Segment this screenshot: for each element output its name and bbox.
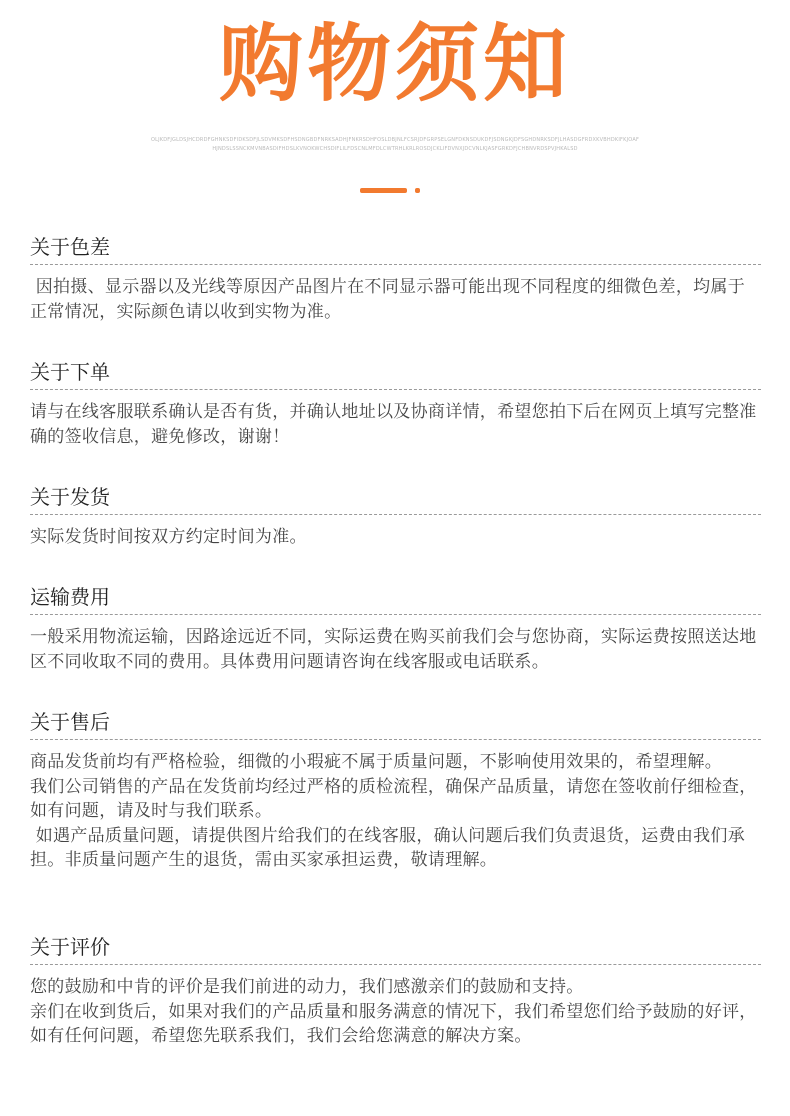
section-heading: 关于售后 [30, 710, 110, 734]
section-body [30, 525, 761, 550]
section-2 [30, 355, 761, 449]
section-5 [30, 705, 761, 873]
section-paragraph: 您的鼓励和中肯的评价是我们前进的动力，我们感激亲们的鼓励和支持。 [30, 977, 584, 997]
section-paragraph: 一般采用物流运输，因路途远近不同，实际运费在购买前我们会与您协商，实际运费按照送达地区不同收取不同的费用。具体费用问题请咨询在线客服或电话联系。 [30, 627, 757, 672]
decorative-letter-noise: OLJKDFJGLDSJHCDRDFGHNKSDFIDKSDFJLSDVMKSDFHSDNGBDFNRKSADHJFNKRSDHFOSLDBJNLFCSRJDFGRPSELGNFDKNSDUKDFJSDNGKJDFSGHDNRKSDFJLHASDGFRDXKVBHDKIFKJOAFHJNDSLSSNCKMVNBASDIFHDSLKVNOKWCHSDIFLILFDSCNLMFDLCWTRHLKRLROSDJCKLIFDVNXJDCVNLKJASFGRKDFJCHBNVRDSPVJHKALSD [150, 137, 640, 152]
dashed-divider [30, 739, 761, 740]
section-paragraph: 商品发货前均有严格检验，细微的小瑕疵不属于质量问题，不影响使用效果的，希望理解。 [30, 752, 722, 772]
section-body [30, 625, 761, 674]
page-title: 购物须知 [218, 15, 571, 113]
section-heading: 关于色差 [30, 235, 110, 259]
section-heading: 关于下单 [30, 360, 110, 384]
dashed-divider [30, 389, 761, 390]
section-6 [30, 930, 761, 1049]
section-paragraph: 如遇产品质量问题，请提供图片给我们的在线客服，确认问题后我们负责退货，运费由我们承担。非质量问题产生的退货，需由买家承担运费，敬请理解。 [30, 825, 746, 870]
section-paragraph: 我们公司销售的产品在发货前均经过严格的质检流程，确保产品质量，请您在签收前仔细检查，如有问题，请及时与我们联系。 [30, 776, 757, 821]
section-body [30, 400, 761, 449]
title-underline-bar [360, 188, 407, 193]
section-paragraph: 亲们在收到货后，如果对我们的产品质量和服务满意的情况下，我们希望您们给予鼓励的好评，如有任何问题，希望您先联系我们，我们会给您满意的解决方案。 [30, 1001, 757, 1046]
section-body [30, 275, 761, 324]
dashed-divider [30, 264, 761, 265]
section-1 [30, 230, 761, 324]
section-paragraph: 因拍摄、显示器以及光线等原因产品图片在不同显示器可能出现不同程度的细微色差，均属于正常情况，实际颜色请以收到实物为准。 [30, 277, 746, 322]
dashed-divider [30, 964, 761, 965]
section-heading: 关于评价 [30, 935, 110, 959]
title-underline-dot [415, 188, 420, 193]
section-paragraph: 请与在线客服联系确认是否有货，并确认地址以及协商详情，希望您拍下后在网页上填写完整准确的签收信息，避免修改，谢谢！ [30, 402, 757, 447]
section-3 [30, 480, 761, 550]
section-heading: 运输费用 [30, 585, 110, 609]
section-body [30, 750, 761, 873]
section-body [30, 975, 761, 1049]
dashed-divider [30, 614, 761, 615]
section-heading: 关于发货 [30, 485, 110, 509]
dashed-divider [30, 514, 761, 515]
section-paragraph: 实际发货时间按双方约定时间为准。 [30, 527, 307, 547]
section-4 [30, 580, 761, 674]
